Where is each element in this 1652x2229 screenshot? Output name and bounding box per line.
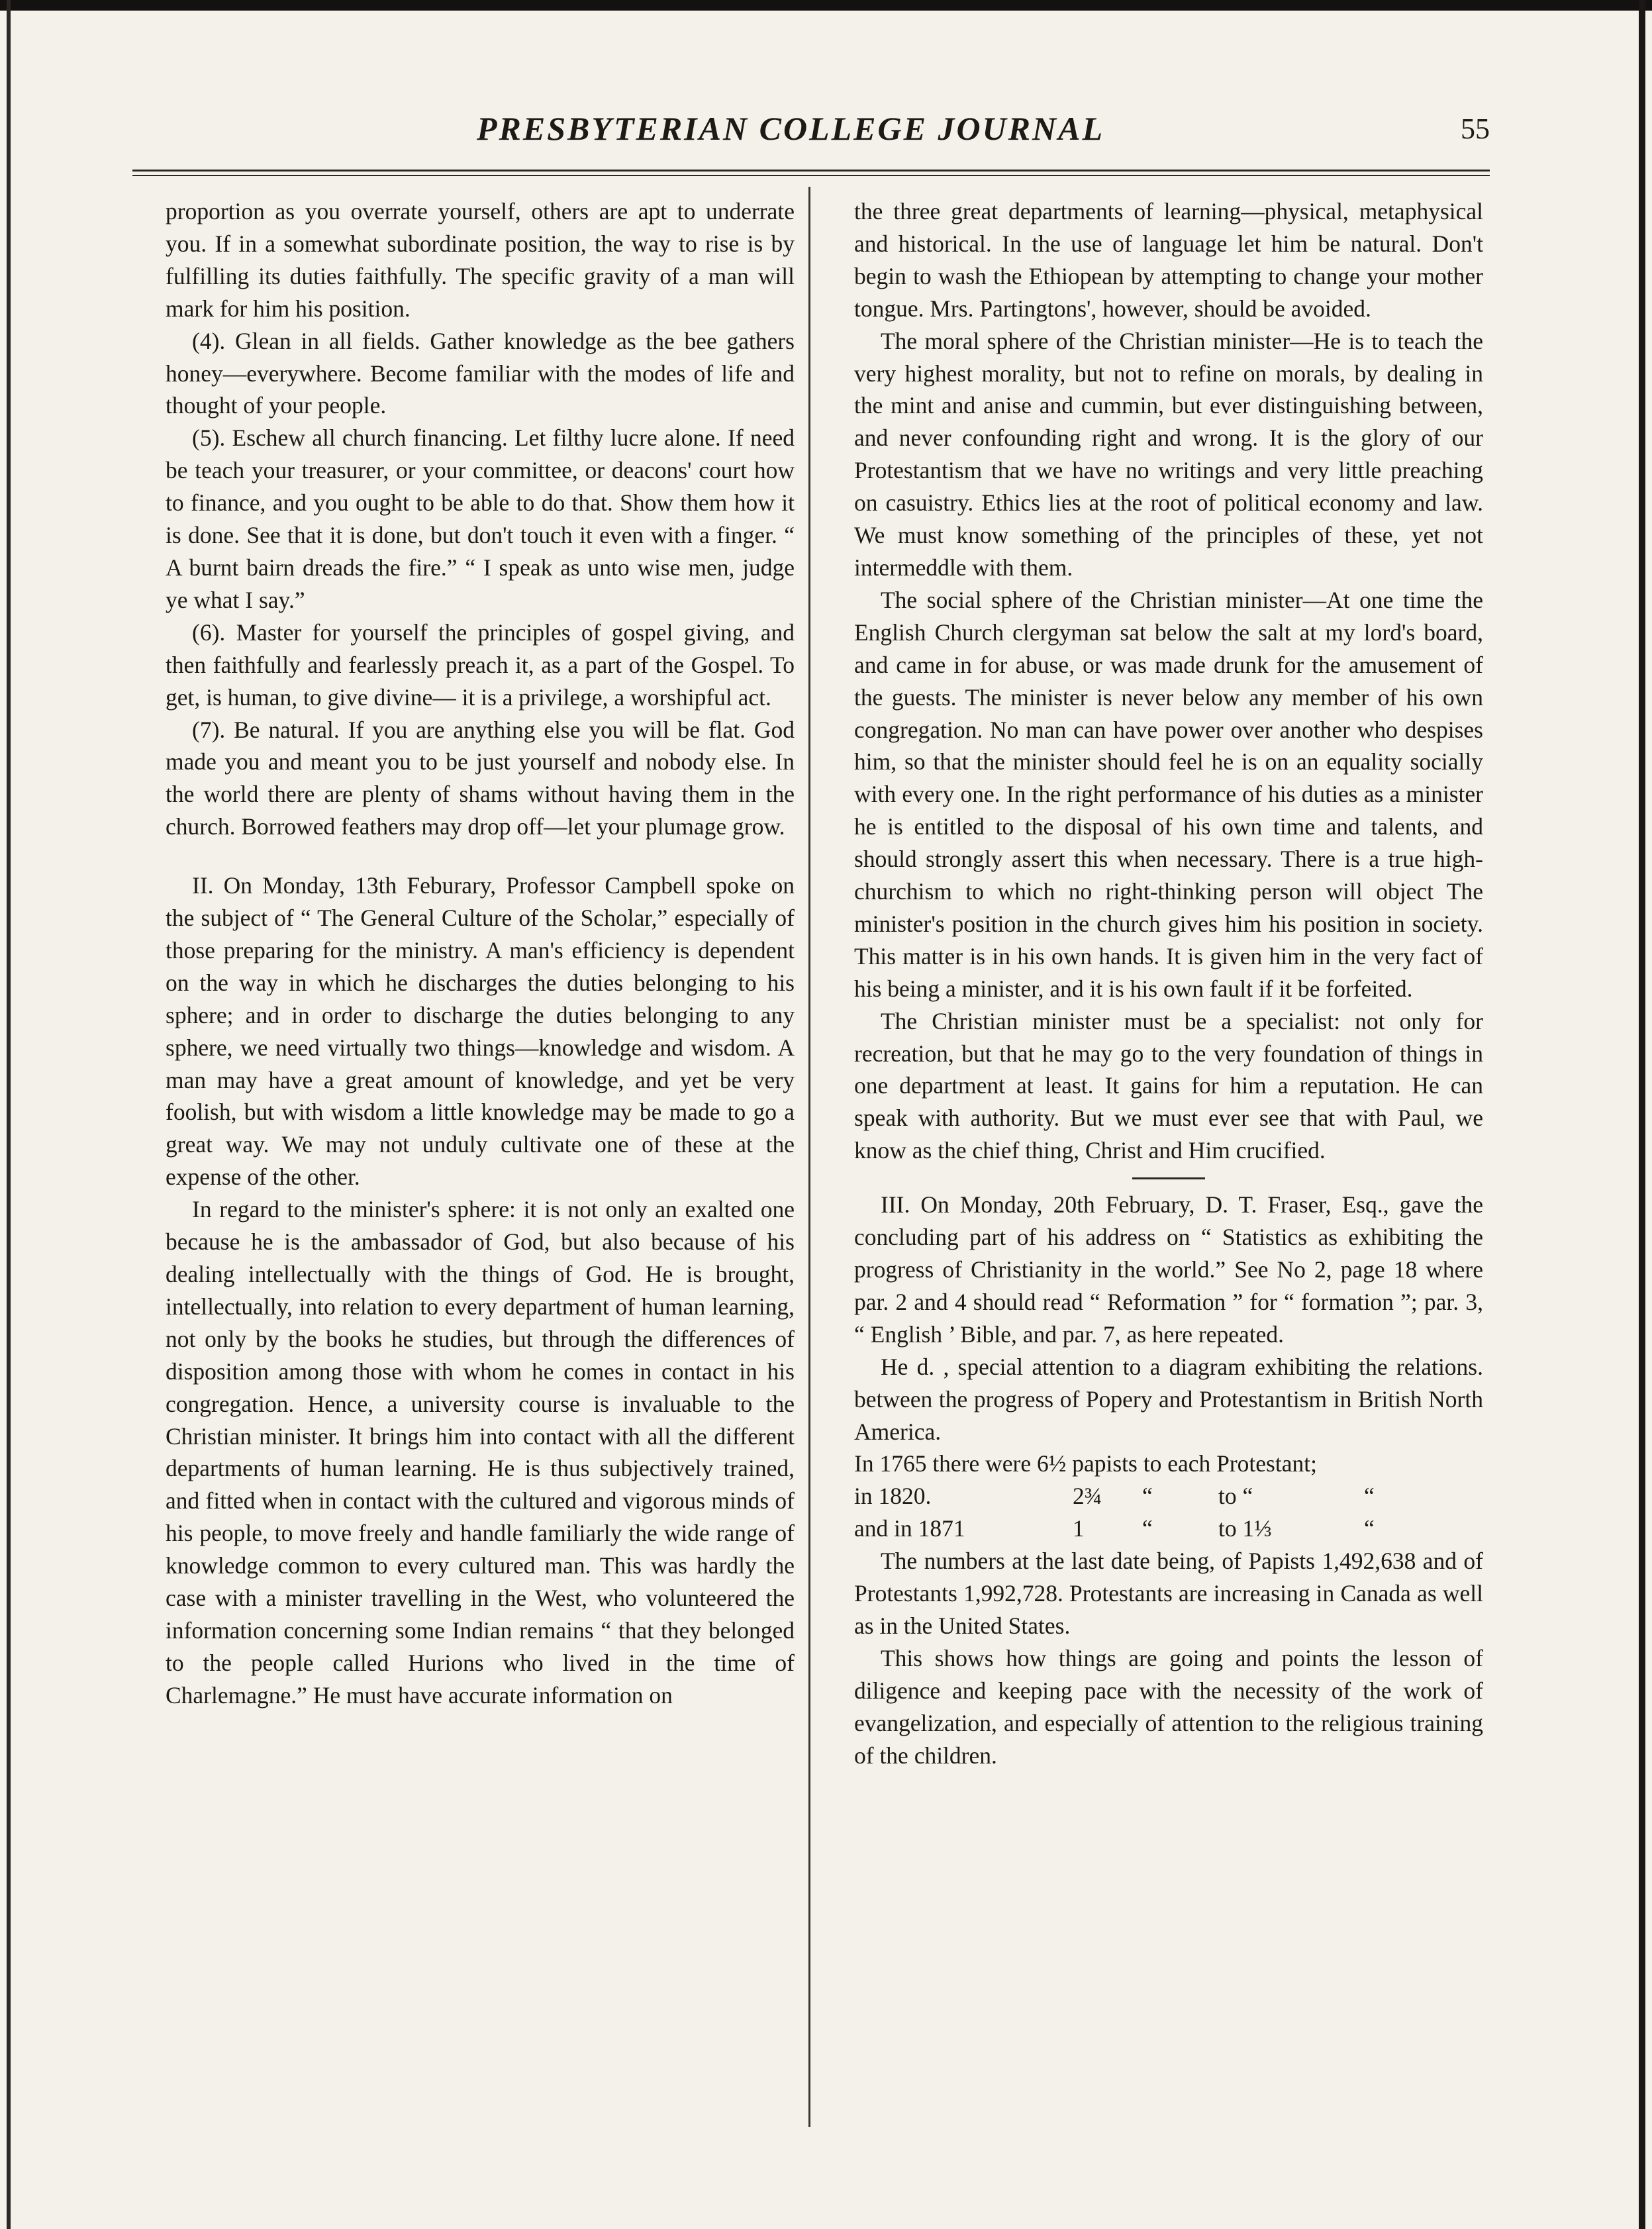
stats-cell: “ [1364, 1483, 1375, 1510]
paragraph: (6). Master for yourself the principles of gospel giving, and then faithfully and fearlessly preach it, as a part of the Gospel. To get, is human, to give divine— it is a privilege, a worshipful act. [166, 619, 795, 711]
stats-cell: to 1⅓ [1218, 1515, 1272, 1542]
paragraph: The social sphere of the Christian minister—At one time the English Church clergyman sat below the salt at my lord's board, and came in for abuse, or was made drunk for the amusement of the guests. The minister is never below any member of his own congregation. No man can have power over another who despises him, so that the minister should feel he is on an equality socially with every one. In the right performance of his duties as a minister he is entitled to the disposal of his own time and talents, and should strongly assert this when necessary. There is a true high-churchism to which no right-thinking person will object The minister's position in the church gives him his position in society. This matter is in his own hands. It is given him in the very fact of his being a minister, and it is his own fault if it be forfeited. [854, 586, 1483, 1002]
paragraph: In regard to the minister's sphere: it is not only an exalted one because he is the ambassador of God, but also because of his dealing intellectually with the things of God. He is brought, intellectually, into relation to every department of human learning, not only by the books he studies, but through the differences of disposition among those with whom he comes in contact in his congregation. Hence, a university course is invaluable to the Christian minister. It brings him into contact with all the different departments of human learning. He is thus subjectively trained, and fitted when in contact with the cultured and vigorous minds of his people, to move freely and handle familiarly the wide range of knowledge common to every cultured man. This was hardly the case with a minister travelling in the West, who volunteered the information concerning some Indian remains “ that they belonged to the people called Hurions who lived in the time of Charlemagne.” He must have accurate information on [166, 1196, 795, 1709]
stats-row [854, 1512, 1483, 1545]
paragraph: II. On Monday, 13th Feburary, Professor Campbell spoke on the subject of “ The General Culture of the Scholar,” especially of those preparing for the ministry. A man's efficiency is dependent on the way in which he discharges the duties belonging to his sphere; and in order to discharge the duties belonging to any sphere, we need virtually two things—knowledge and wisdom. A man may have a great amount of knowledge, and yet be very foolish, but with wisdom a little knowledge may be made to go a great way. We may not unduly cultivate one of these at the expense of the other. [166, 872, 795, 1191]
paragraph: (4). Glean in all fields. Gather knowledge as the bee gathers honey—everywhere. Become familiar with the modes of life and thought of your people. [166, 327, 795, 419]
paragraph: (5). Eschew all church financing. Let filthy lucre alone. If need be teach your treasurer, or your committee, or deacons' court how to finance, and you ought to be able to do that. Show them how it is done. See that it is done, but don't touch it even with a finger. “ A burnt bairn dreads the fire.” “ I speak as unto wise men, judge ye what I say.” [166, 424, 795, 613]
paragraph: This shows how things are going and points the lesson of diligence and keeping pace with the necessity of the work of evangelization, and especially of attention to the religious training of the children. [854, 1644, 1483, 1769]
running-title: PRESBYTERIAN COLLEGE JOURNAL [477, 110, 1105, 147]
stats-cell: “ [1142, 1515, 1153, 1542]
stats-cell: “ [1364, 1515, 1375, 1542]
right-column [854, 195, 1483, 1772]
stats-cell: “ [1142, 1483, 1153, 1510]
stats-cell: 1 [1073, 1515, 1085, 1542]
paragraph: He d. , special attention to a diagram exhibiting the relations. between the progress of Popery and Protestantism in British North America. [854, 1353, 1483, 1445]
paragraph: III. On Monday, 20th February, D. T. Fraser, Esq., gave the concluding part of his address on “ Statistics as exhibiting the progress of Christianity in the world.” See No 2, page 18 where par. 2 and 4 should read “ Reformation ” for “ formation ”; par. 3, “ English ’ Bible, and par. 7, as here repeated. [854, 1191, 1483, 1348]
stats-cell: 2¾ [1073, 1483, 1102, 1510]
stats-cell: and in 1871 [854, 1515, 965, 1542]
stats-intro: In 1765 there were 6½ papists to each Protestant; [854, 1450, 1317, 1477]
stats-cell: to “ [1218, 1483, 1253, 1510]
right-paragraphs-before [854, 195, 1483, 1167]
header-rule [132, 170, 1490, 172]
right-paragraphs-after [854, 1189, 1483, 1448]
left-border [7, 0, 11, 2229]
paragraph: (7). Be natural. If you are anything else you will be flat. God made you and meant you to be just yourself and nobody else. In the world there are plenty of shams without having them in the church. Borrowed feathers may drop off—let your plumage grow. [166, 716, 795, 840]
column-divider [808, 187, 810, 2127]
section-divider [1132, 1177, 1205, 1179]
header-rule-secondary [132, 175, 1490, 176]
stats-row [854, 1480, 1483, 1512]
section-gap [166, 843, 795, 869]
paragraph: The Christian minister must be a specialist: not only for recreation, but that he may go to the very foundation of things in one department at least. It gains for him a reputation. He can speak with authority. But we must ever see that with Paul, we know as the chief thing, Christ and Him crucified. [854, 1007, 1483, 1164]
left-column [166, 195, 795, 1712]
right-paragraphs-closing [854, 1545, 1483, 1771]
stats-cell: in 1820. [854, 1483, 932, 1510]
paragraph: the three great departments of learning—physical, metaphysical and historical. In the use of language let him be natural. Don't begin to wash the Ethiopean by attempting to change your mother tongue. Mrs. Partingtons', however, should be avoided. [854, 198, 1483, 322]
paragraph: The moral sphere of the Christian minister—He is to teach the very highest morality, but not to refine on morals, by dealing in the mint and anise and cummin, but ever distinguishing between, and never confounding right and wrong. It is the glory of our Protestantism that we have no writings and very little preaching on casuistry. Ethics lies at the root of political economy and law. We must know something of the principles of these, yet not intermeddle with them. [854, 327, 1483, 581]
page-number: 55 [1461, 113, 1490, 145]
paragraph: proportion as you overrate yourself, others are apt to underrate you. If in a somewhat subordinate position, the way to rise is by fulfilling its duties faithfully. The specific gravity of a man will mark for him his position. [166, 198, 795, 322]
top-border [0, 0, 1652, 11]
right-border [1639, 0, 1645, 2229]
paragraph: The numbers at the last date being, of Papists 1,492,638 and of Protestants 1,992,728. Protestants are increasing in Canada as well as in the United States. [854, 1548, 1483, 1639]
page-header [132, 109, 1490, 156]
